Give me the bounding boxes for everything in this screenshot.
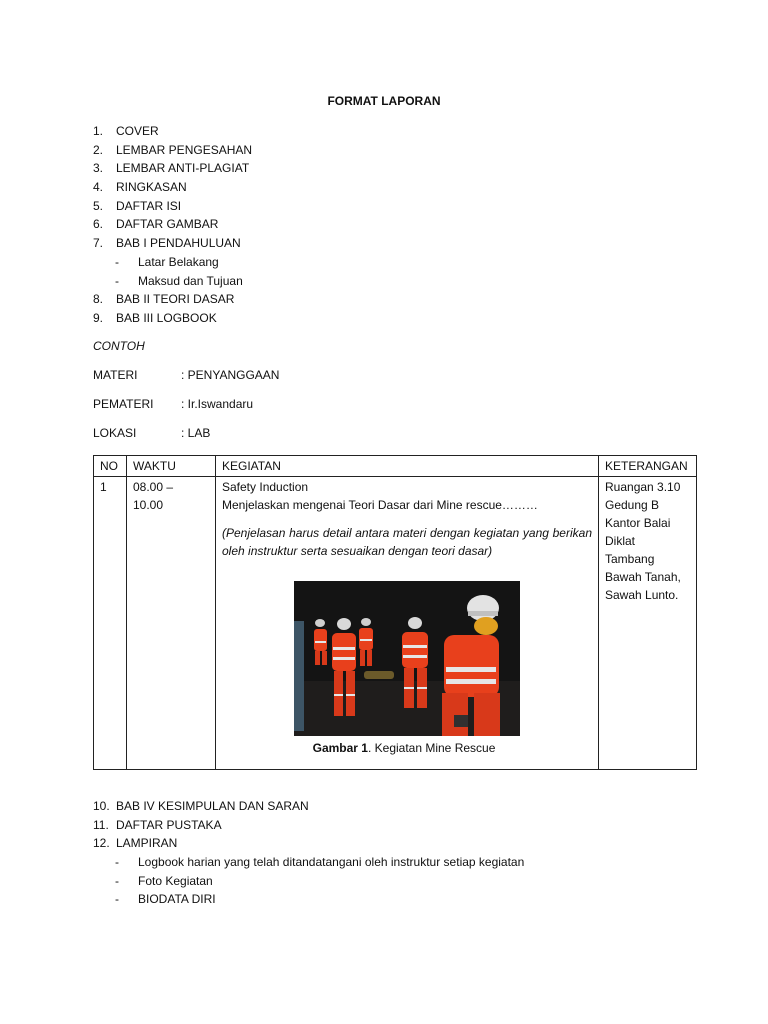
toc-number: 12. (93, 836, 110, 851)
header-kegiatan: KEGIATAN (216, 456, 599, 477)
toc-item (93, 834, 524, 853)
toc-label: Foto Kegiatan (138, 873, 213, 888)
toc-label: LEMBAR ANTI-PLAGIAT (116, 161, 250, 176)
meta-key: MATERI (93, 368, 138, 382)
location-line: Sawah Lunto. (605, 588, 679, 602)
toc-label: LEMBAR PENGESAHAN (116, 142, 253, 157)
toc-label: RINGKASAN (116, 180, 187, 195)
meta-value: : Ir.Iswandaru (181, 397, 254, 411)
toc-dash: - (115, 892, 119, 907)
toc-subitem (93, 890, 524, 909)
meta-value: : LAB (181, 426, 211, 440)
activity-title: Safety Induction (222, 480, 309, 494)
toc-label: Latar Belakang (138, 254, 219, 269)
toc-number: 7. (93, 236, 104, 251)
toc-item (93, 234, 252, 253)
toc-subitem (93, 272, 252, 291)
toc-number: 2. (93, 142, 104, 157)
location-line: Gedung B (605, 498, 660, 512)
toc-item (93, 290, 252, 309)
toc-number: 5. (93, 198, 104, 213)
toc-item (93, 159, 252, 178)
toc-number: 11. (93, 817, 109, 832)
toc-item (93, 797, 524, 816)
time-end: 10.00 (133, 498, 164, 512)
cell-waktu (127, 477, 216, 770)
toc-label: DAFTAR PUSTAKA (116, 817, 222, 832)
toc-label: DAFTAR ISI (116, 198, 182, 213)
meta-pemateri (93, 397, 253, 411)
toc-number: 10. (93, 799, 110, 813)
toc-subitem (93, 253, 252, 272)
toc-item (93, 197, 252, 216)
toc-item (93, 816, 524, 835)
toc-label: BIODATA DIRI (138, 892, 216, 907)
toc-dash: - (115, 855, 119, 870)
toc-dash: - (115, 873, 119, 888)
toc-label: COVER (116, 124, 159, 138)
header-keterangan: KETERANGAN (599, 456, 697, 477)
header-waktu: WAKTU (127, 456, 216, 477)
toc-item (93, 309, 252, 328)
toc-item (93, 122, 252, 141)
mine-rescue-illustration (294, 581, 520, 736)
logbook-table (93, 455, 697, 770)
toc-label: BAB II TEORI DASAR (116, 292, 235, 307)
toc-dash: - (115, 254, 119, 269)
toc-number: 1. (93, 124, 104, 138)
toc-subitem (93, 853, 524, 872)
caption-text: . Kegiatan Mine Rescue (367, 741, 496, 755)
location-line: Bawah Tanah, (605, 570, 681, 584)
time-start: 08.00 – (133, 480, 174, 494)
row-number: 1 (100, 480, 107, 494)
toc-number: 3. (93, 161, 104, 176)
figure-caption (222, 739, 586, 757)
location-line: Kantor Balai (605, 516, 671, 530)
caption-label: Gambar 1 (312, 741, 368, 755)
toc-dash: - (115, 273, 119, 288)
page-title: FORMAT LAPORAN (327, 94, 441, 108)
cell-keterangan (599, 477, 697, 770)
toc-list-continued (93, 797, 524, 909)
activity-description: Menjelaskan mengenai Teori Dasar dari Mine rescue……… (222, 498, 538, 512)
toc-label: BAB IV KESIMPULAN DAN SARAN (116, 799, 309, 813)
cell-kegiatan (216, 477, 599, 770)
location-line: Tambang (605, 552, 655, 566)
toc-label: BAB I PENDAHULUAN (116, 236, 241, 251)
meta-value: : PENYANGGAAN (181, 368, 280, 382)
meta-key: LOKASI (93, 426, 137, 440)
cell-no (94, 477, 127, 770)
toc-list (93, 122, 252, 328)
activity-note: (Penjelasan harus detail antara materi dengan kegiatan yang berikan oleh instruktur serta sesuaikan dengan teori dasar) (222, 526, 592, 558)
location-line: Ruangan 3.10 (605, 480, 681, 494)
toc-label: Logbook harian yang telah ditandatangani oleh instruktur setiap kegiatan (138, 855, 525, 870)
meta-key: PEMATERI (93, 397, 154, 411)
toc-item (93, 215, 252, 234)
toc-subitem (93, 872, 524, 891)
toc-label: DAFTAR GAMBAR (116, 217, 219, 232)
meta-lokasi (93, 426, 210, 440)
location-line: Diklat (605, 534, 636, 548)
table-header-row (94, 456, 697, 477)
toc-label: Maksud dan Tujuan (138, 273, 243, 288)
meta-materi (93, 368, 279, 382)
mine-rescue-photo (294, 581, 520, 736)
toc-item (93, 141, 252, 160)
table-row (94, 477, 697, 770)
toc-number: 6. (93, 217, 104, 232)
example-label: CONTOH (93, 339, 145, 353)
toc-label: BAB III LOGBOOK (116, 310, 217, 325)
toc-item (93, 178, 252, 197)
toc-number: 8. (93, 292, 104, 307)
toc-label: LAMPIRAN (116, 836, 178, 851)
header-no: NO (94, 456, 127, 477)
toc-number: 4. (93, 180, 104, 195)
toc-number: 9. (93, 310, 104, 325)
